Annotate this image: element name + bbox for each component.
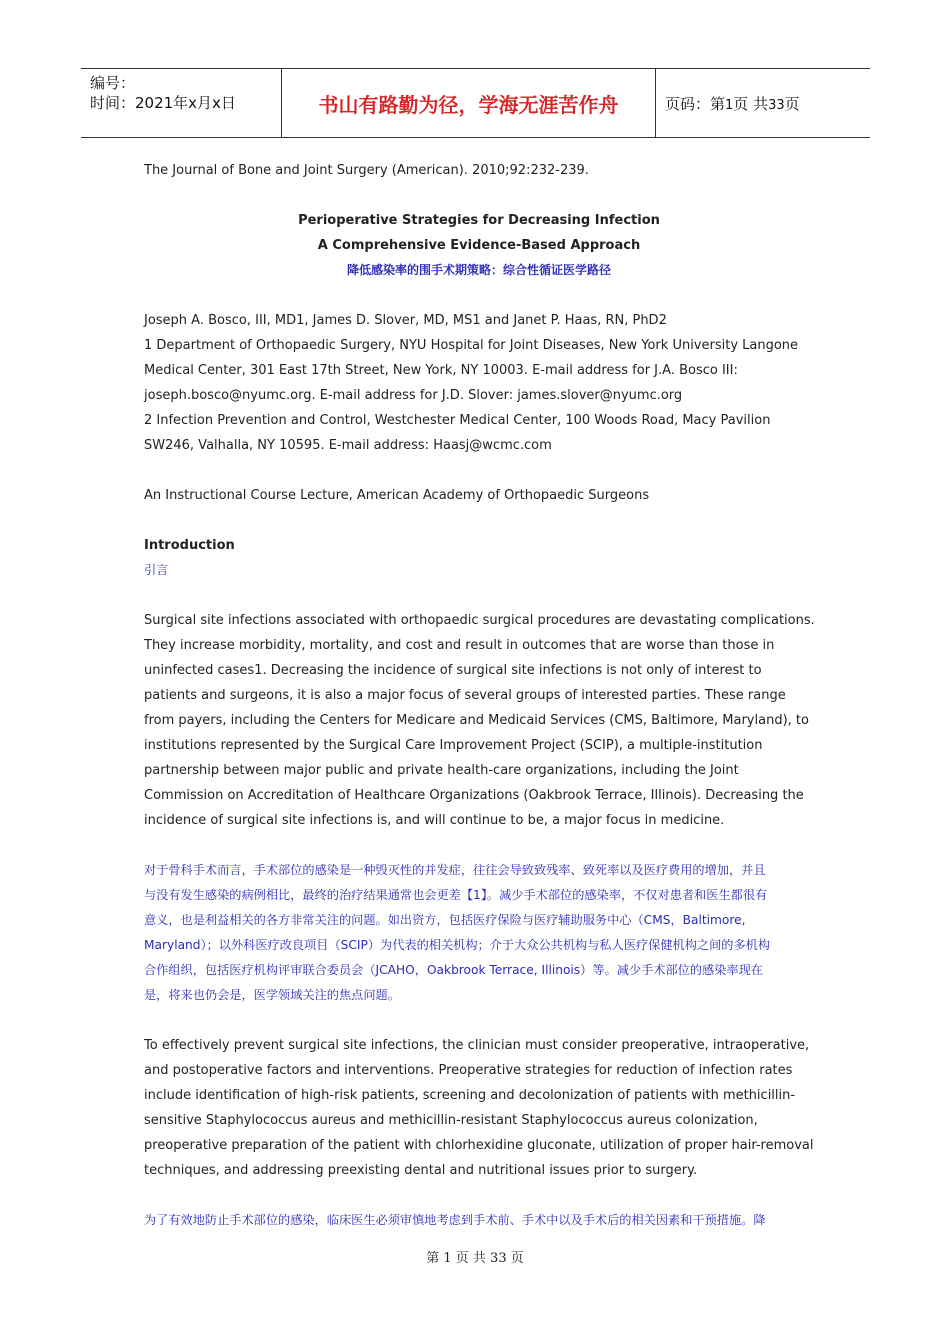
intro-paragraph-1 — [144, 608, 814, 833]
title-line-1: Perioperative Strategies for Decreasing Infection — [298, 213, 660, 228]
paragraph-line: from payers, including the Centers for Medicare and Medicaid Services (CMS, Baltimore, Maryland), to — [144, 713, 809, 728]
chinese-paragraph-line: 是，将来也仍会是，医学领域关注的焦点问题。 — [144, 988, 400, 1002]
paragraph-line: institutions represented by the Surgical Care Improvement Project (SCIP), a multiple-institution — [144, 738, 763, 753]
page-suffix: 页 — [784, 95, 800, 113]
page-header — [81, 68, 870, 138]
paragraph-line: techniques, and addressing preexisting dental and nutritional issues prior to surgery. — [144, 1163, 698, 1178]
affiliation-2-line: SW246, Valhalla, NY 10595. E-mail address: Haasj@wcmc.com — [144, 438, 552, 453]
header-meta-cell — [81, 69, 281, 137]
paragraph-line: incidence of surgical site infections is, and will continue to be, a major focus in medicine. — [144, 813, 725, 828]
intro-paragraph-1-chinese — [144, 858, 814, 1008]
affiliation-2-line: 2 Infection Prevention and Control, Westchester Medical Center, 100 Woods Road, Macy Pavilion — [144, 413, 771, 428]
paragraph-line: uninfected cases1. Decreasing the incidence of surgical site infections is not only of interest to — [144, 663, 762, 678]
header-motto: 书山有路勤为径，学海无涯苦作舟 — [318, 93, 619, 117]
paragraph-line: Surgical site infections associated with orthopaedic surgical procedures are devastating complications. — [144, 613, 815, 628]
page-total: 33 — [768, 98, 785, 113]
header-page-number — [665, 93, 800, 114]
chinese-paragraph-line: Maryland）；以外科医疗改良项目（SCIP）为代表的相关机构；介于大众公共机构与私人医疗保健机构之间的多机构 — [144, 938, 771, 952]
affiliation-1-line: joseph.bosco@nyumc.org. E-mail address for J.D. Slover: james.slover@nyumc.org — [144, 388, 683, 403]
document-body — [144, 158, 814, 1233]
chinese-paragraph-line: 意义，也是利益相关的各方非常关注的问题。如出资方，包括医疗保险与医疗辅助服务中心（CMS，Baltimore, — [144, 913, 746, 927]
paragraph-line: and postoperative factors and interventions. Preoperative strategies for reduction of infection rates — [144, 1063, 793, 1078]
paragraph-line: patients and surgeons, it is also a major focus of several groups of interested parties. These range — [144, 688, 786, 703]
affiliation-1-line: Medical Center, 301 East 17th Street, New York, NY 10003. E-mail address for J.A. Bosco III: — [144, 363, 738, 378]
chinese-paragraph-line: 为了有效地防止手术部位的感染，临床医生必须审慎地考虑到手术前、手术中以及手术后的相关因素和干预措施。降 — [144, 1213, 766, 1227]
title-chinese: 降低感染率的围手术期策略：综合性循证医学路径 — [346, 263, 611, 277]
chinese-paragraph-line: 与没有发生感染的病例相比，最终的治疗结果通常也会更差【1】。减少手术部位的感染率，不仅对患者和医生都很有 — [144, 888, 768, 902]
page-prefix: 页码：第 — [665, 95, 726, 113]
chinese-paragraph-line: 对于骨科手术而言，手术部位的感染是一种毁灭性的并发症，往往会导致致残率、致死率以及医疗费用的增加，并且 — [144, 863, 766, 877]
paragraph-line: They increase morbidity, mortality, and cost and result in outcomes that are worse than those in — [144, 638, 775, 653]
affiliation-1 — [144, 333, 814, 408]
document-date-label: 时间：2021年x月x日 — [90, 94, 236, 112]
page-footer: 第 1 页 共 33 页 — [426, 1251, 524, 1266]
document-code-label: 编号： — [90, 74, 136, 92]
chinese-paragraph-line: 合作组织，包括医疗机构评审联合委员会（JCAHO，Oakbrook Terrace, Illinois）等。减少手术部位的感染率现在 — [144, 963, 763, 977]
paragraph-line: To effectively prevent surgical site infections, the clinician must consider preoperative, intraoperative, — [144, 1038, 810, 1053]
intro-paragraph-2 — [144, 1033, 814, 1183]
paragraph-line: partnership between major public and private health-care organizations, including the Joint — [144, 763, 739, 778]
citation: The Journal of Bone and Joint Surgery (American). 2010;92:232-239. — [144, 163, 589, 178]
paragraph-line: include identification of high-risk patients, screening and decolonization of patients with methicillin- — [144, 1088, 796, 1103]
title-line-2: A Comprehensive Evidence-Based Approach — [317, 238, 641, 253]
page-num: 1 — [725, 98, 734, 113]
author-names: Joseph A. Bosco, III, MD1, James D. Slover, MD, MS1 and Janet P. Haas, RN, PhD2 — [144, 313, 667, 328]
section-heading: Introduction — [144, 538, 235, 553]
page-mid: 页 共 — [733, 95, 769, 113]
lecture-note: An Instructional Course Lecture, American Academy of Orthopaedic Surgeons — [144, 488, 650, 503]
section-heading-chinese: 引言 — [144, 563, 169, 577]
header-motto-cell — [281, 69, 656, 137]
intro-paragraph-2-chinese — [144, 1208, 814, 1233]
header-page-cell — [655, 69, 870, 137]
paragraph-line: preoperative preparation of the patient with chlorhexidine gluconate, utilization of proper hair-removal — [144, 1138, 814, 1153]
paragraph-line: Commission on Accreditation of Healthcare Organizations (Oakbrook Terrace, Illinois). Decreasing the — [144, 788, 804, 803]
paragraph-line: sensitive Staphylococcus aureus and methicillin-resistant Staphylococcus aureus colonization, — [144, 1113, 758, 1128]
affiliation-1-line: 1 Department of Orthopaedic Surgery, NYU Hospital for Joint Diseases, New York University Langone — [144, 338, 799, 353]
affiliation-2 — [144, 408, 814, 458]
